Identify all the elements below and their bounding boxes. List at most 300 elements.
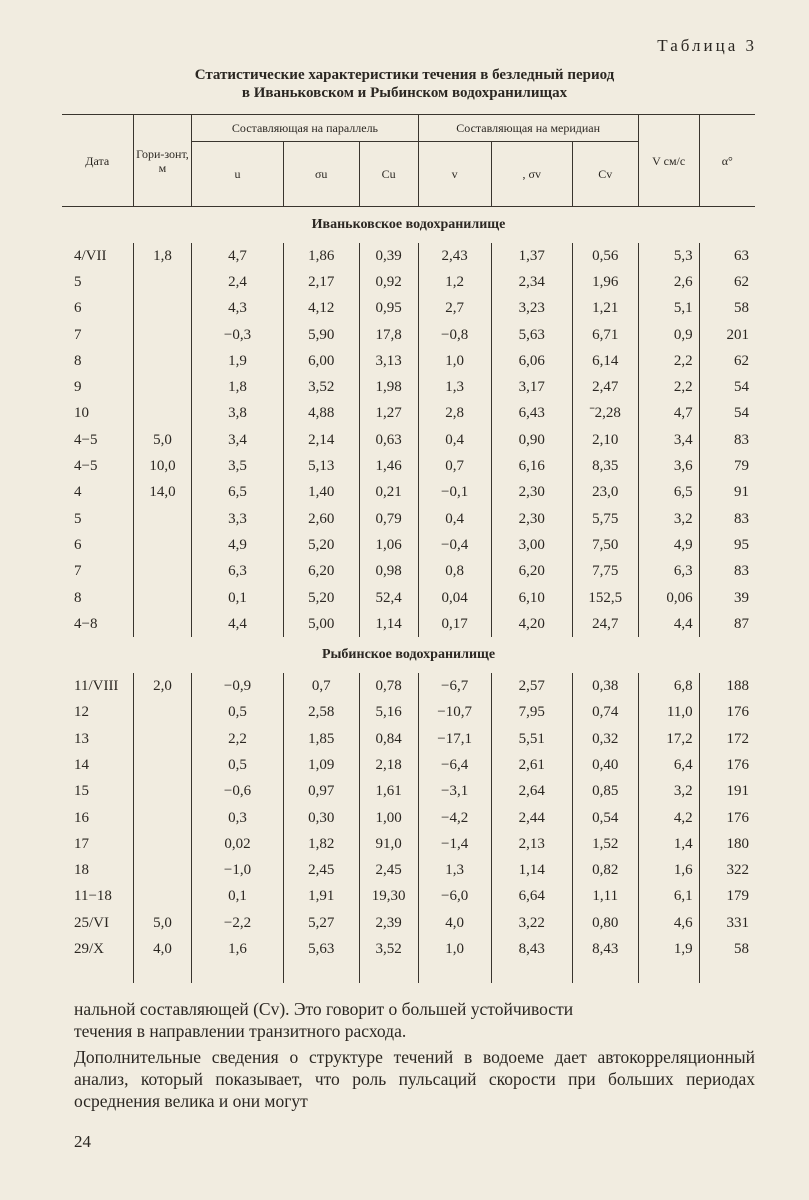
- table-cell: 2,44: [491, 805, 572, 831]
- table-row: [62, 374, 755, 400]
- paragraph-1-line-2: течения в направлении транзитного расхода.: [74, 1021, 407, 1041]
- table-cell: 29/X: [74, 941, 104, 958]
- table-cell: 1,0: [418, 936, 491, 962]
- table-cell: 6,3: [638, 559, 699, 585]
- table-cell: 4,4: [638, 611, 699, 637]
- table-cell: 54: [699, 401, 755, 427]
- table-cell: 3,3: [192, 506, 283, 532]
- table-cell: 2,2: [638, 374, 699, 400]
- table-cell: 4,20: [491, 611, 572, 637]
- section-header: [62, 207, 755, 244]
- table-row: [62, 322, 755, 348]
- table-row: [62, 831, 755, 857]
- table-cell: −10,7: [418, 700, 491, 726]
- table-cell: 0,39: [359, 243, 418, 269]
- table-cell: 0,7: [283, 673, 359, 699]
- table-cell: 4,6: [638, 910, 699, 936]
- table-cell: 58: [699, 936, 755, 962]
- table-cell: −2,2: [192, 910, 283, 936]
- table-cell: 5,51: [491, 726, 572, 752]
- table-cell-empty: [133, 963, 192, 983]
- table-cell: 1,21: [572, 296, 638, 322]
- table-cell: 39: [699, 585, 755, 611]
- table-cell: [133, 805, 192, 831]
- table-cell: 91: [699, 480, 755, 506]
- table-cell: 1,86: [283, 243, 359, 269]
- table-cell: 4/VII: [74, 247, 107, 264]
- table-cell: 1,37: [491, 243, 572, 269]
- table-cell: 6,43: [491, 401, 572, 427]
- table-cell: [133, 269, 192, 295]
- table-cell: 4−8: [74, 615, 98, 632]
- table-cell: 2,47: [572, 374, 638, 400]
- table-cell: [133, 611, 192, 637]
- table-cell: 2,43: [418, 243, 491, 269]
- table-cell: −1,4: [418, 831, 491, 857]
- table-cell: 8: [74, 589, 82, 606]
- table-cell: 2,64: [491, 779, 572, 805]
- table-cell: 0,63: [359, 427, 418, 453]
- table-cell: 3,8: [192, 401, 283, 427]
- table-cell: 7,95: [491, 700, 572, 726]
- table-cell: 0,82: [572, 858, 638, 884]
- table-cell: 4,0: [133, 936, 192, 962]
- table-cell: 14: [74, 756, 89, 773]
- table-cell: 6,20: [283, 559, 359, 585]
- table-cell: 1,46: [359, 453, 418, 479]
- table-cell: 6,5: [192, 480, 283, 506]
- table-cell: 4,12: [283, 296, 359, 322]
- table-cell: 2,0: [133, 673, 192, 699]
- table-cell: 0,92: [359, 269, 418, 295]
- table-cell: 0,1: [192, 884, 283, 910]
- table-cell: 8,35: [572, 453, 638, 479]
- paragraph-1-line-1: нальной составляющей (Cv). Это говорит о большей устойчивости: [74, 999, 574, 1019]
- table-row: [62, 673, 755, 699]
- table-cell: 6,5: [638, 480, 699, 506]
- table-cell: 2,6: [638, 269, 699, 295]
- table-cell: 0,3: [192, 805, 283, 831]
- table-cell: −0,8: [418, 322, 491, 348]
- table-cell: 5,90: [283, 322, 359, 348]
- table-cell: 10,0: [133, 453, 192, 479]
- table-cell: [133, 401, 192, 427]
- table-cell: 201: [699, 322, 755, 348]
- table-cell: 2,14: [283, 427, 359, 453]
- table-cell: 1,82: [283, 831, 359, 857]
- table-cell: 0,90: [491, 427, 572, 453]
- table-cell: 13: [74, 730, 89, 747]
- table-cell: 6: [74, 300, 82, 317]
- table-cell: 176: [699, 805, 755, 831]
- table-cell: 5,16: [359, 700, 418, 726]
- table-row: [62, 348, 755, 374]
- table-cell: [133, 884, 192, 910]
- table-cell: 1,40: [283, 480, 359, 506]
- table-cell: 7,50: [572, 532, 638, 558]
- table-cell: 1,52: [572, 831, 638, 857]
- table-cell: 1,14: [359, 611, 418, 637]
- table-cell: 0,04: [418, 585, 491, 611]
- table-cell: 0,02: [192, 831, 283, 857]
- table-cell-empty: [572, 963, 638, 983]
- table-row: [62, 401, 755, 427]
- table-cell: 62: [699, 269, 755, 295]
- table-cell: −1,0: [192, 858, 283, 884]
- table-cell: 0,80: [572, 910, 638, 936]
- table-cell: 2,30: [491, 480, 572, 506]
- table-cell: 5,0: [133, 427, 192, 453]
- table-cell: [133, 506, 192, 532]
- table-cell-empty: [192, 963, 283, 983]
- table-cell: 5,1: [638, 296, 699, 322]
- table-cell: 1,9: [638, 936, 699, 962]
- table-cell: 7: [74, 326, 82, 343]
- table-cell: 87: [699, 611, 755, 637]
- table-cell-empty: [638, 963, 699, 983]
- table-cell: −0,1: [418, 480, 491, 506]
- table-cell: −0,9: [192, 673, 283, 699]
- table-cell: 0,21: [359, 480, 418, 506]
- table-cell: 0,38: [572, 673, 638, 699]
- table-cell: 5,13: [283, 453, 359, 479]
- table-row: [62, 805, 755, 831]
- table-cell: 11−18: [74, 888, 112, 905]
- table-cell: 0,4: [418, 506, 491, 532]
- table-cell: 1,9: [192, 348, 283, 374]
- table-cell-empty: [283, 963, 359, 983]
- header-meridian-group: Составляющая на меридиан: [418, 115, 638, 142]
- table-cell: 2,2: [192, 726, 283, 752]
- table-cell: 0,7: [418, 453, 491, 479]
- table-cell: 4,9: [638, 532, 699, 558]
- table-cell: 0,40: [572, 752, 638, 778]
- section-title: Рыбинское водохранилище: [321, 647, 496, 663]
- table-cell: 11,0: [638, 700, 699, 726]
- table-cell-empty: [491, 963, 572, 983]
- table-cell: 25/VI: [74, 914, 109, 931]
- table-cell: 3,2: [638, 506, 699, 532]
- table-cell: 1,96: [572, 269, 638, 295]
- table-cell: 0,06: [638, 585, 699, 611]
- table-cell: 7,75: [572, 559, 638, 585]
- table-cell: 3,4: [192, 427, 283, 453]
- table-cell: 176: [699, 700, 755, 726]
- table-cell: 0,1: [192, 585, 283, 611]
- table-cell: 1,98: [359, 374, 418, 400]
- data-table-wrap: [62, 114, 755, 983]
- table-cell: 62: [699, 348, 755, 374]
- table-cell: 5,00: [283, 611, 359, 637]
- table-cell: 6,10: [491, 585, 572, 611]
- table-cell: 3,13: [359, 348, 418, 374]
- table-cell: [133, 559, 192, 585]
- table-row: [62, 480, 755, 506]
- table-row: [62, 585, 755, 611]
- table-cell: 5,75: [572, 506, 638, 532]
- table-cell: 3,52: [359, 936, 418, 962]
- table-cell: −4,2: [418, 805, 491, 831]
- table-cell: 83: [699, 427, 755, 453]
- table-cell: 54: [699, 374, 755, 400]
- table-cell: 188: [699, 673, 755, 699]
- table-cell: 19,30: [359, 884, 418, 910]
- table-cell-empty: [359, 963, 418, 983]
- table-cell: −6,0: [418, 884, 491, 910]
- table-cell: 4,3: [192, 296, 283, 322]
- table-cell: 5: [74, 273, 82, 290]
- table-row: [62, 427, 755, 453]
- table-cell: 4−5: [74, 431, 98, 448]
- page-number: 24: [74, 1132, 91, 1151]
- table-cell: [133, 831, 192, 857]
- table-cell: 8,43: [491, 936, 572, 962]
- table-cell: 4,0: [418, 910, 491, 936]
- table-cell: 176: [699, 752, 755, 778]
- table-cell: 2,7: [418, 296, 491, 322]
- table-row: [62, 611, 755, 637]
- table-row: [62, 884, 755, 910]
- table-cell: 6,00: [283, 348, 359, 374]
- table-cell: [133, 752, 192, 778]
- table-cell: 2,4: [192, 269, 283, 295]
- table-cell: 0,4: [418, 427, 491, 453]
- table-cell: 1,91: [283, 884, 359, 910]
- table-cell: 4,88: [283, 401, 359, 427]
- table-cell-empty: [62, 963, 133, 983]
- table-cell: 1,06: [359, 532, 418, 558]
- table-row: [62, 296, 755, 322]
- table-row: [62, 752, 755, 778]
- table-cell: 83: [699, 559, 755, 585]
- table-cell: 6,14: [572, 348, 638, 374]
- table-cell: 331: [699, 910, 755, 936]
- table-cell: 4,9: [192, 532, 283, 558]
- table-cell: 63: [699, 243, 755, 269]
- table-cell: 16: [74, 809, 89, 826]
- table-cell: 0,97: [283, 779, 359, 805]
- table-row: [62, 700, 755, 726]
- table-cell: 152,5: [572, 585, 638, 611]
- table-cell: 1,09: [283, 752, 359, 778]
- table-cell: 6,71: [572, 322, 638, 348]
- table-cell: [133, 322, 192, 348]
- table-cell: 2,60: [283, 506, 359, 532]
- table-cell: 0,17: [418, 611, 491, 637]
- table-cell: 6: [74, 536, 82, 553]
- header-velocity: V см/с: [638, 115, 699, 207]
- table-cell: 2,45: [359, 858, 418, 884]
- table-cell: 2,34: [491, 269, 572, 295]
- table-cell: 1,8: [133, 243, 192, 269]
- table-cell: 6,16: [491, 453, 572, 479]
- table-cell: 6,64: [491, 884, 572, 910]
- table-cell: 3,17: [491, 374, 572, 400]
- table-cell: 8: [74, 352, 82, 369]
- table-row: [62, 910, 755, 936]
- table-row: [62, 269, 755, 295]
- table-cell: 7: [74, 563, 82, 580]
- table-row: [62, 453, 755, 479]
- table-cell: 3,22: [491, 910, 572, 936]
- table-cell: 5,20: [283, 532, 359, 558]
- table-row: [62, 559, 755, 585]
- table-cell: 3,6: [638, 453, 699, 479]
- table-cell: 1,6: [638, 858, 699, 884]
- table-cell: 6,06: [491, 348, 572, 374]
- table-cell: 5,20: [283, 585, 359, 611]
- header-sigma-v: , σv: [491, 142, 572, 207]
- table-cell: 58: [699, 296, 755, 322]
- table-cell: 3,52: [283, 374, 359, 400]
- table-cell: 1,14: [491, 858, 572, 884]
- table-cell: 95: [699, 532, 755, 558]
- table-cell: 1,61: [359, 779, 418, 805]
- table-row: [62, 506, 755, 532]
- header-date: Дата: [62, 115, 133, 207]
- section-header: [62, 637, 755, 673]
- table-cell: 5,63: [283, 936, 359, 962]
- table-cell: [133, 532, 192, 558]
- table-cell: 6,8: [638, 673, 699, 699]
- table-cell: [133, 585, 192, 611]
- table-cell: 2,61: [491, 752, 572, 778]
- table-cell: 1,85: [283, 726, 359, 752]
- table-cell: 0,5: [192, 752, 283, 778]
- table-cell: −0,3: [192, 322, 283, 348]
- paragraph-2: Дополнительные сведения о структуре течений в водоеме дает автокорреляционный анализ, который показывает, что роль пульсаций скорости при больших периодах осреднения велика и они могут: [74, 1047, 755, 1111]
- table-cell: 17: [74, 835, 89, 852]
- table-cell: 17,2: [638, 726, 699, 752]
- table-row: [62, 936, 755, 962]
- header-u: u: [192, 142, 283, 207]
- table-cell: 3,2: [638, 779, 699, 805]
- header-sigma-u: σu: [283, 142, 359, 207]
- table-cell: 1,00: [359, 805, 418, 831]
- section-title: Иваньковское водохранилище: [311, 217, 506, 232]
- table-cell: 9: [74, 379, 82, 396]
- table-cell: 2,8: [418, 401, 491, 427]
- table-body: [62, 207, 755, 983]
- header-horizon: Гори-зонт, м: [133, 115, 192, 207]
- table-cell: 3,5: [192, 453, 283, 479]
- table-cell: 0,95: [359, 296, 418, 322]
- table-cell: 2,39: [359, 910, 418, 936]
- table-cell: 52,4: [359, 585, 418, 611]
- table-cell: 179: [699, 884, 755, 910]
- table-cell: 11/VIII: [74, 678, 119, 695]
- table-cell: 23,0: [572, 480, 638, 506]
- table-cell: 83: [699, 506, 755, 532]
- header-alpha: α°: [699, 115, 755, 207]
- table-cell: 1,11: [572, 884, 638, 910]
- table-row: [62, 726, 755, 752]
- table-cell: 172: [699, 726, 755, 752]
- table-cell: 0,79: [359, 506, 418, 532]
- table-cell: 3,4: [638, 427, 699, 453]
- table-cell: 1,8: [192, 374, 283, 400]
- table-row: [62, 243, 755, 269]
- table-cell: 18: [74, 862, 89, 879]
- header-v: v: [418, 142, 491, 207]
- table-cell: 24,7: [572, 611, 638, 637]
- table-cell: [133, 700, 192, 726]
- table-cell: 5,0: [133, 910, 192, 936]
- table-cell: 2,58: [283, 700, 359, 726]
- table-cell: 2,10: [572, 427, 638, 453]
- table-cell: 8,43: [572, 936, 638, 962]
- table-cell: 0,98: [359, 559, 418, 585]
- header-cv: Cv: [572, 142, 638, 207]
- title-line-1: Статистические характеристики течения в безледный период: [194, 67, 615, 83]
- table-cell: [133, 296, 192, 322]
- table-cell: 91,0: [359, 831, 418, 857]
- table-cell: 180: [699, 831, 755, 857]
- table-cell: [133, 779, 192, 805]
- table-cell: 5,63: [491, 322, 572, 348]
- table-row: [62, 779, 755, 805]
- table-cell: −6,7: [418, 673, 491, 699]
- table-cell: −6,4: [418, 752, 491, 778]
- table-cell: 6,3: [192, 559, 283, 585]
- table-cell-empty: [418, 963, 491, 983]
- table-row: [62, 858, 755, 884]
- table-cell: 4,7: [638, 401, 699, 427]
- table-cell: 1,0: [418, 348, 491, 374]
- table-cell: 4,2: [638, 805, 699, 831]
- table-cell: 2,17: [283, 269, 359, 295]
- table-cell: [133, 348, 192, 374]
- table-cell: 17,8: [359, 322, 418, 348]
- table-cell: 2,2: [638, 348, 699, 374]
- table-cell: 5: [74, 510, 82, 527]
- table-cell: 0,74: [572, 700, 638, 726]
- table-cell: [133, 858, 192, 884]
- table-cell-empty: [699, 963, 755, 983]
- data-table: [62, 114, 755, 983]
- table-label: Таблица 3: [657, 36, 757, 55]
- table-cell: 5,3: [638, 243, 699, 269]
- table-cell: 0,54: [572, 805, 638, 831]
- table-cell: 1,3: [418, 858, 491, 884]
- table-cell: −0,6: [192, 779, 283, 805]
- table-end-row: [62, 963, 755, 983]
- table-cell: ˉ2,28: [572, 401, 638, 427]
- table-cell: 1,6: [192, 936, 283, 962]
- table-cell: 6,20: [491, 559, 572, 585]
- table-cell: 0,9: [638, 322, 699, 348]
- table-cell: 6,1: [638, 884, 699, 910]
- table-cell: 191: [699, 779, 755, 805]
- table-cell: 2,57: [491, 673, 572, 699]
- table-cell: 0,56: [572, 243, 638, 269]
- table-cell: 4−5: [74, 458, 98, 475]
- table-cell: 2,45: [283, 858, 359, 884]
- table-row: [62, 532, 755, 558]
- table-cell: 2,18: [359, 752, 418, 778]
- table-cell: 5,27: [283, 910, 359, 936]
- table-cell: [133, 726, 192, 752]
- table-title: [60, 66, 749, 102]
- table-cell: 0,84: [359, 726, 418, 752]
- table-cell: 2,13: [491, 831, 572, 857]
- table-cell: 14,0: [133, 480, 192, 506]
- table-cell: 0,5: [192, 700, 283, 726]
- header-parallel-group: Составляющая на параллель: [192, 115, 418, 142]
- table-cell: 322: [699, 858, 755, 884]
- table-cell: 0,32: [572, 726, 638, 752]
- table-cell: 0,8: [418, 559, 491, 585]
